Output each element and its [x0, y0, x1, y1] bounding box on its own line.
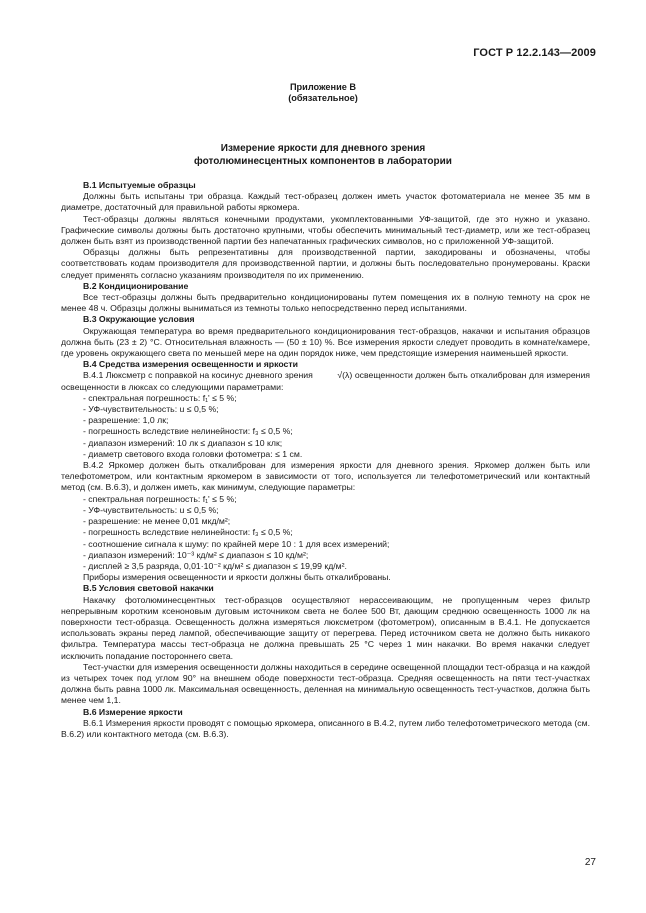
list-item: - разрешение: не менее 0,01 мкд/м²;: [83, 516, 231, 527]
paragraph: В.6.1 Измерения яркости проводят с помощью яркомера, описанного в В.4.2, путем либо телефотометрического метода (см. В.6.2) или контактного метода (см. В.6.3).: [61, 717, 590, 739]
section-heading: В.6 Измерение яркости: [83, 706, 183, 717]
list-item: - разрешение: 1,0 лк;: [83, 415, 169, 426]
paragraph: Должны быть испытаны три образца. Каждый тест-образец должен иметь участок фотоматериала не менее 35 мм в диаметре, достаточный для правильной работы яркомера.: [61, 191, 590, 213]
list-item: - диапазон измерений: 10 лк ≤ диапазон ≤ 10 клк;: [83, 437, 283, 448]
paragraph: Накачку фотолюминесцентных тест-образцов осуществляют нерассеивающим, не пропущенным через фильтр непрерывным коротким ксеноновым дуговым источником света не более 500 Вт, дающим среднюю освещенность 1000 лк на поверхности тест-образца. Освещенность должна измеряться люксметром (фотометром), описанным в В.4.1. Не допускается использовать экраны перед лампой, обеспечивающие защиту от перегрева. Перед источником света не должно быть никакого фильтра. Температура массы тест-образца не должна превышать 25 °С через 1 мин накачки. Во время накачки следует исключить попадание постороннего света.: [61, 594, 590, 661]
list-item: - УФ-чувствительность: u ≤ 0,5 %;: [83, 404, 219, 415]
paragraph: [61, 370, 590, 392]
standard-header: ГОСТ Р 12.2.143—2009: [473, 47, 596, 59]
list-item: - погрешность вследствие нелинейности: f₃ ≤ 0,5 %;: [83, 527, 293, 538]
sqrt-lambda-symbol: √(λ): [337, 370, 353, 381]
appendix-heading: [0, 82, 646, 104]
paragraph: В.4.2 Яркомер должен быть откалиброван для измерения яркости для дневного зрения. Яркомер должен быть или телефотометром, или контактным яркомером в зависимости от того, используется ли телефотометрический или контактный метод (см. В.6.3), и должен иметь, как минимум, следующие параметры:: [61, 460, 590, 493]
page-title: [0, 142, 646, 168]
paragraph: Образцы должны быть репрезентативны для производственной партии, закодированы и обозначены, чтобы соответствовать кодам производителя для производственной партии, и должны быть последовательно пронумерованы. Краски следует применять согласно указаниям производителя по их применению.: [61, 247, 590, 280]
list-item: - погрешность вследствие нелинейности: f₃ ≤ 0,5 %;: [83, 426, 293, 437]
list-item: - соотношение сигнала к шуму: по крайней мере 10 : 1 для всех измерений;: [83, 538, 390, 549]
list-item: - дисплей ≥ 3,5 разряда, 0,01·10⁻² кд/м² ≤ диапазон ≤ 19,99 кд/м².: [83, 560, 347, 571]
section-heading: В.1 Испытуемые образцы: [83, 180, 196, 190]
paragraph: Тест-участки для измерения освещенности должны находиться в середине освещенной площадки тест-образца и на каждой из четырех точек под углом 90° на внешнем ободе поверхности тест-образца. Средняя освещенность на пяти тест-участках должна быть равна 1000 лк. Максимальная освещенность, деленная на минимальную освещенность тест-участков, должна быть менее чем 1,1.: [61, 661, 590, 706]
section-heading: В.5 Условия световой накачки: [83, 583, 214, 594]
title-line-2: фотолюминесцентных компонентов в лаборатории: [194, 156, 452, 167]
list-item: - диаметр светового входа головки фотометра: ≤ 1 см.: [83, 448, 303, 459]
list-item: - спектральная погрешность: f₁' ≤ 5 %;: [83, 493, 237, 504]
title-line-1: Измерение яркости для дневного зрения: [220, 143, 426, 154]
paragraph: Все тест-образцы должны быть предварительно кондиционированы путем помещения их в полную темноту на срок не менее 48 ч. Образцы должны выниматься из темноты только непосредственно перед испытаниями.: [61, 292, 590, 314]
paragraph-part: В.4.1 Люксметр с поправкой на косинус дневного зрения: [83, 370, 313, 381]
section-heading: В.2 Кондиционирование: [83, 280, 189, 291]
list-item: - УФ-чувствительность: u ≤ 0,5 %;: [83, 504, 219, 515]
paragraph: Окружающая температура во время предварительного кондиционирования тест-образцов, накачки и испытания образцов должна быть (23 ± 2) °С. Относительная влажность — (50 ± 10) %. Все измерения яркости следует проводить в комнате/камере, где уровень окружающего света по меньшей мере на один порядок ниже, чем предстоящие измерения наименьшей яркости.: [61, 325, 590, 359]
appendix-label: Приложение В: [289, 82, 357, 92]
list-item: - диапазон измерений: 10⁻³ кд/м² ≤ диапазон ≤ 10 кд/м²;: [83, 549, 309, 560]
page-number: 27: [584, 857, 596, 868]
list-item: - спектральная погрешность: f₁' ≤ 5 %;: [83, 392, 237, 403]
section-heading: В.3 Окружающие условия: [83, 314, 195, 325]
section-heading: В.4 Средства измерения освещенности и яркости: [83, 359, 298, 370]
document-body: [61, 180, 590, 740]
paragraph: Тест-образцы должны являться конечными продуктами, укомплектованными УФ-защитой, где это нужно и указано. Графические символы должны быть достаточно крупными, чтобы обеспечить минимальный тест-диаметр, или же тест-образец должен быть взят из производственной партии без напечатанных графических символов, но с приложенной УФ-защитой.: [61, 213, 590, 247]
appendix-status: (обязательное): [288, 93, 358, 103]
paragraph: Приборы измерения освещенности и яркости должны быть откалиброваны.: [83, 572, 391, 583]
paragraph-part: освещенности должен быть откалиброван для измерения освещенности в люксах со следующими параметрами:: [61, 370, 591, 392]
